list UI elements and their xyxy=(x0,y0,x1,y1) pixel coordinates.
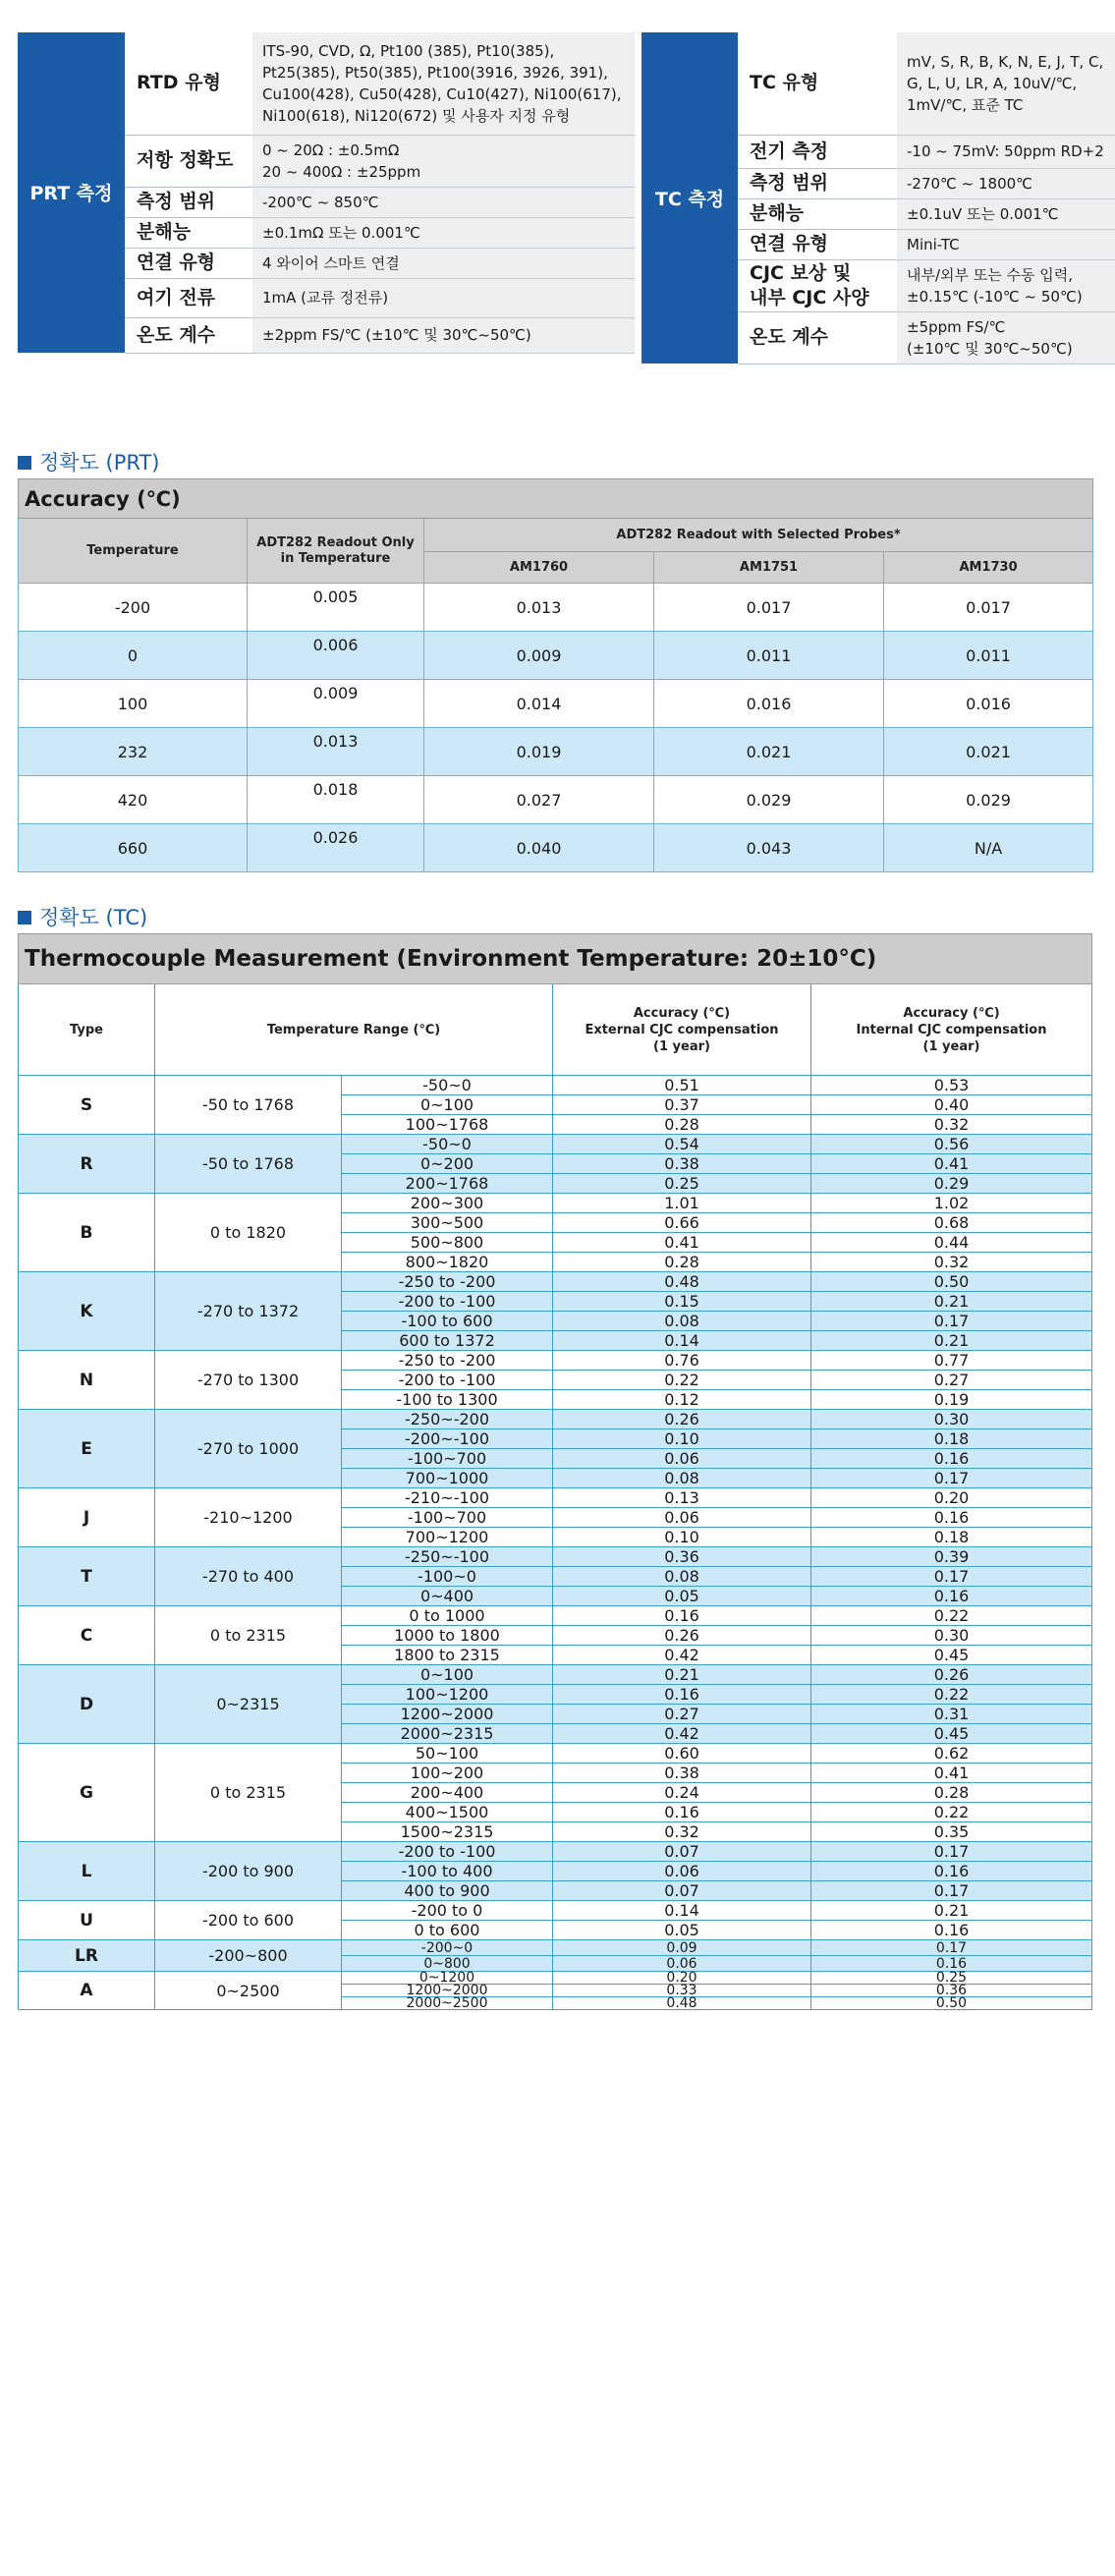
internal-cjc-accuracy: 0.45 xyxy=(811,1646,1092,1665)
external-cjc-accuracy: 0.21 xyxy=(553,1665,811,1685)
sub-range: -100 to 1300 xyxy=(342,1390,553,1410)
spec-value: 1mA (교류 정전류) xyxy=(252,278,635,317)
external-cjc-accuracy: 0.26 xyxy=(553,1626,811,1646)
sub-range: -100~700 xyxy=(342,1449,553,1469)
internal-cjc-accuracy: 0.28 xyxy=(811,1783,1092,1803)
am1760-cell: 0.019 xyxy=(424,728,654,776)
external-cjc-accuracy: 0.36 xyxy=(553,1547,811,1567)
internal-cjc-accuracy: 0.16 xyxy=(811,1921,1092,1940)
external-cjc-accuracy: 0.05 xyxy=(553,1921,811,1940)
sub-range: 400 to 900 xyxy=(342,1881,553,1901)
internal-cjc-accuracy: 0.50 xyxy=(811,1272,1092,1292)
table-row xyxy=(19,1488,1092,1508)
am1730-cell: 0.029 xyxy=(884,776,1093,824)
internal-cjc-accuracy: 0.16 xyxy=(811,1862,1092,1881)
external-cjc-accuracy: 0.76 xyxy=(553,1351,811,1371)
external-cjc-accuracy: 0.27 xyxy=(553,1705,811,1724)
thermocouple-type: D xyxy=(19,1665,155,1744)
sub-range: 200~1768 xyxy=(342,1174,553,1194)
spec-row xyxy=(18,32,635,135)
am1730-cell: 0.021 xyxy=(884,728,1093,776)
sub-range: -100~700 xyxy=(342,1508,553,1528)
table-row xyxy=(19,1665,1092,1685)
temperature-cell: 660 xyxy=(19,824,248,872)
sub-range: 500~800 xyxy=(342,1233,553,1253)
prt-spec-table xyxy=(18,32,635,354)
internal-cjc-accuracy: 0.17 xyxy=(811,1842,1092,1862)
sub-range: 200~300 xyxy=(342,1194,553,1213)
spec-value: -200℃ ~ 850℃ xyxy=(252,187,635,217)
col-type: Type xyxy=(19,984,155,1076)
internal-cjc-accuracy: 0.53 xyxy=(811,1076,1092,1095)
table-row xyxy=(19,1135,1092,1154)
sub-range: 2000~2315 xyxy=(342,1724,553,1744)
sub-range: 700~1000 xyxy=(342,1469,553,1488)
thermocouple-type: J xyxy=(19,1488,155,1547)
prt-accuracy-table xyxy=(18,478,1093,872)
type-range: -50 to 1768 xyxy=(155,1076,342,1135)
sub-range: -200~-100 xyxy=(342,1429,553,1449)
sub-range: 200~400 xyxy=(342,1783,553,1803)
am1751-cell: 0.021 xyxy=(654,728,884,776)
tc-category-label: TC 측정 xyxy=(641,32,738,364)
sub-range: 1200~2000 xyxy=(342,1985,553,1997)
sub-range: 100~200 xyxy=(342,1764,553,1783)
sub-range: 600 to 1372 xyxy=(342,1331,553,1351)
table-row xyxy=(19,584,1093,632)
internal-cjc-accuracy: 0.16 xyxy=(811,1508,1092,1528)
sub-range: -50~0 xyxy=(342,1076,553,1095)
am1751-cell: 0.011 xyxy=(654,632,884,680)
tc-accuracy-table xyxy=(18,933,1092,2010)
table-row xyxy=(19,680,1093,728)
internal-cjc-accuracy: 0.16 xyxy=(811,1956,1092,1972)
table-row xyxy=(19,1901,1092,1921)
external-cjc-accuracy: 0.07 xyxy=(553,1842,811,1862)
spec-row xyxy=(641,32,1115,135)
table-row xyxy=(19,824,1093,872)
col-external-cjc: Accuracy (℃) External CJC compensation (1 year) xyxy=(553,984,811,1076)
sub-range: -200 to -100 xyxy=(342,1292,553,1312)
spec-label: TC 유형 xyxy=(738,32,897,135)
type-range: -270 to 1000 xyxy=(155,1410,342,1488)
spec-value: Mini-TC xyxy=(897,229,1115,259)
sub-range: -250 to -200 xyxy=(342,1351,553,1371)
sub-range: -100 to 400 xyxy=(342,1862,553,1881)
external-cjc-accuracy: 0.06 xyxy=(553,1508,811,1528)
prt-category-label: PRT 측정 xyxy=(18,32,125,353)
type-range: -210~1200 xyxy=(155,1488,342,1547)
sub-range: 1500~2315 xyxy=(342,1822,553,1842)
tc-spec-table xyxy=(641,32,1115,364)
spec-value: mV, S, R, B, K, N, E, J, T, C, G, L, U, LR, A, 10uV/℃, 1mV/℃, 표준 TC xyxy=(897,32,1115,135)
thermocouple-type: B xyxy=(19,1194,155,1272)
am1760-cell: 0.027 xyxy=(424,776,654,824)
internal-cjc-accuracy: 0.16 xyxy=(811,1449,1092,1469)
sub-range: 0~100 xyxy=(342,1095,553,1115)
spec-label: 온도 계수 xyxy=(738,311,897,364)
external-cjc-accuracy: 0.42 xyxy=(553,1724,811,1744)
spec-label: RTD 유형 xyxy=(125,32,252,135)
external-cjc-accuracy: 0.48 xyxy=(553,1272,811,1292)
external-cjc-accuracy: 0.60 xyxy=(553,1744,811,1764)
type-range: -270 to 1372 xyxy=(155,1272,342,1351)
thermocouple-type: N xyxy=(19,1351,155,1410)
spec-label: 온도 계수 xyxy=(125,317,252,353)
internal-cjc-accuracy: 0.27 xyxy=(811,1371,1092,1390)
sub-range: 300~500 xyxy=(342,1213,553,1233)
tc-accuracy-heading: 정확도 (TC) xyxy=(18,902,147,931)
thermocouple-type: A xyxy=(19,1972,155,2010)
internal-cjc-accuracy: 0.18 xyxy=(811,1528,1092,1547)
readout-cell: 0.005 xyxy=(248,584,424,632)
spec-value: ±2ppm FS/℃ (±10℃ 및 30℃~50℃) xyxy=(252,317,635,353)
internal-cjc-accuracy: 0.41 xyxy=(811,1154,1092,1174)
am1730-cell: 0.017 xyxy=(884,584,1093,632)
thermocouple-type: K xyxy=(19,1272,155,1351)
am1760-cell: 0.009 xyxy=(424,632,654,680)
external-cjc-accuracy: 0.05 xyxy=(553,1587,811,1606)
readout-cell: 0.006 xyxy=(248,632,424,680)
external-cjc-accuracy: 0.06 xyxy=(553,1862,811,1881)
spec-label: 전기 측정 xyxy=(738,135,897,168)
sub-range: -200 to 0 xyxy=(342,1901,553,1921)
spec-value: ITS-90, CVD, Ω, Pt100 (385), Pt10(385), Pt25(385), Pt50(385), Pt100(3916, 3926, 391), Cu100(428), Cu50(428), Cu10(427), Ni100(617), Ni100(618), Ni120(672) 및 사용자 지정 유형 xyxy=(252,32,635,135)
spec-label: 저항 정확도 xyxy=(125,135,252,187)
sub-range: -50~0 xyxy=(342,1135,553,1154)
internal-cjc-accuracy: 0.26 xyxy=(811,1665,1092,1685)
table-row xyxy=(19,1076,1092,1095)
spec-value: ±5ppm FS/℃ (±10℃ 및 30℃~50℃) xyxy=(897,311,1115,364)
internal-cjc-accuracy: 0.35 xyxy=(811,1822,1092,1842)
sub-range: 1200~2000 xyxy=(342,1705,553,1724)
sub-range: -200 to -100 xyxy=(342,1842,553,1862)
external-cjc-accuracy: 0.08 xyxy=(553,1469,811,1488)
spec-label: CJC 보상 및 내부 CJC 사양 xyxy=(738,259,897,311)
table-row xyxy=(19,1606,1092,1626)
am1751-cell: 0.017 xyxy=(654,584,884,632)
temperature-cell: 232 xyxy=(19,728,248,776)
internal-cjc-accuracy: 0.31 xyxy=(811,1705,1092,1724)
thermocouple-type: G xyxy=(19,1744,155,1842)
col-internal-cjc: Accuracy (℃) Internal CJC compensation (1 year) xyxy=(811,984,1092,1076)
thermocouple-type: C xyxy=(19,1606,155,1665)
type-range: 0 to 2315 xyxy=(155,1744,342,1842)
external-cjc-accuracy: 0.20 xyxy=(553,1972,811,1985)
spec-value: ±0.1mΩ 또는 0.001℃ xyxy=(252,217,635,248)
internal-cjc-accuracy: 0.20 xyxy=(811,1488,1092,1508)
prt-accuracy-heading: 정확도 (PRT) xyxy=(18,447,159,476)
temperature-cell: 420 xyxy=(19,776,248,824)
external-cjc-accuracy: 0.37 xyxy=(553,1095,811,1115)
col-with-probes: ADT282 Readout with Selected Probes* xyxy=(424,519,1093,552)
spec-value: -270℃ ~ 1800℃ xyxy=(897,168,1115,198)
external-cjc-accuracy: 0.33 xyxy=(553,1985,811,1997)
internal-cjc-accuracy: 0.36 xyxy=(811,1985,1092,1997)
internal-cjc-accuracy: 0.68 xyxy=(811,1213,1092,1233)
spec-label: 측정 범위 xyxy=(125,187,252,217)
sub-range: -250~-200 xyxy=(342,1410,553,1429)
internal-cjc-accuracy: 0.29 xyxy=(811,1174,1092,1194)
sub-range: -200 to -100 xyxy=(342,1371,553,1390)
spec-label: 연결 유형 xyxy=(125,248,252,278)
internal-cjc-accuracy: 0.17 xyxy=(811,1469,1092,1488)
spec-value: 내부/외부 또는 수동 입력, ±0.15℃ (-10℃ ~ 50℃) xyxy=(897,259,1115,311)
sub-range: 0~800 xyxy=(342,1956,553,1972)
internal-cjc-accuracy: 0.21 xyxy=(811,1292,1092,1312)
sub-range: 50~100 xyxy=(342,1744,553,1764)
thermocouple-type: S xyxy=(19,1076,155,1135)
internal-cjc-accuracy: 0.50 xyxy=(811,1997,1092,2010)
table-row xyxy=(19,1744,1092,1764)
am1751-cell: 0.016 xyxy=(654,680,884,728)
internal-cjc-accuracy: 0.17 xyxy=(811,1567,1092,1587)
internal-cjc-accuracy: 0.41 xyxy=(811,1764,1092,1783)
internal-cjc-accuracy: 0.17 xyxy=(811,1940,1092,1956)
internal-cjc-accuracy: 0.45 xyxy=(811,1724,1092,1744)
external-cjc-accuracy: 1.01 xyxy=(553,1194,811,1213)
internal-cjc-accuracy: 0.30 xyxy=(811,1410,1092,1429)
external-cjc-accuracy: 0.41 xyxy=(553,1233,811,1253)
readout-cell: 0.026 xyxy=(248,824,424,872)
internal-cjc-accuracy: 1.02 xyxy=(811,1194,1092,1213)
internal-cjc-accuracy: 0.44 xyxy=(811,1233,1092,1253)
col-temperature-range: Temperature Range (℃) xyxy=(155,984,553,1076)
tc-table-title: Thermocouple Measurement (Environment Temperature: 20±10°C) xyxy=(19,934,1092,984)
table-row xyxy=(19,1940,1092,1956)
external-cjc-accuracy: 0.28 xyxy=(553,1115,811,1135)
sub-range: 0~200 xyxy=(342,1154,553,1174)
type-range: -50 to 1768 xyxy=(155,1135,342,1194)
sub-range: 0 to 1000 xyxy=(342,1606,553,1626)
type-range: 0 to 1820 xyxy=(155,1194,342,1272)
table-row xyxy=(19,1410,1092,1429)
internal-cjc-accuracy: 0.40 xyxy=(811,1095,1092,1115)
sub-range: 400~1500 xyxy=(342,1803,553,1822)
sub-range: -200~0 xyxy=(342,1940,553,1956)
internal-cjc-accuracy: 0.39 xyxy=(811,1547,1092,1567)
thermocouple-type: E xyxy=(19,1410,155,1488)
external-cjc-accuracy: 0.26 xyxy=(553,1410,811,1429)
spec-label: 여기 전류 xyxy=(125,278,252,317)
external-cjc-accuracy: 0.51 xyxy=(553,1076,811,1095)
sub-range: 0~400 xyxy=(342,1587,553,1606)
internal-cjc-accuracy: 0.32 xyxy=(811,1253,1092,1272)
table-row xyxy=(19,1842,1092,1862)
external-cjc-accuracy: 0.24 xyxy=(553,1783,811,1803)
am1730-cell: 0.011 xyxy=(884,632,1093,680)
table-row xyxy=(19,728,1093,776)
internal-cjc-accuracy: 0.32 xyxy=(811,1115,1092,1135)
table-row xyxy=(19,1351,1092,1371)
external-cjc-accuracy: 0.14 xyxy=(553,1901,811,1921)
external-cjc-accuracy: 0.08 xyxy=(553,1567,811,1587)
prt-table-title: Accuracy (℃) xyxy=(19,479,1093,519)
internal-cjc-accuracy: 0.17 xyxy=(811,1881,1092,1901)
type-range: 0 to 2315 xyxy=(155,1606,342,1665)
col-probe-am1760: AM1760 xyxy=(424,552,654,584)
sub-range: -250~-100 xyxy=(342,1547,553,1567)
internal-cjc-accuracy: 0.18 xyxy=(811,1429,1092,1449)
square-bullet-icon xyxy=(18,456,31,470)
sub-range: 0 to 600 xyxy=(342,1921,553,1940)
external-cjc-accuracy: 0.25 xyxy=(553,1174,811,1194)
external-cjc-accuracy: 0.16 xyxy=(553,1685,811,1705)
sub-range: 1000 to 1800 xyxy=(342,1626,553,1646)
external-cjc-accuracy: 0.66 xyxy=(553,1213,811,1233)
col-probe-am1730: AM1730 xyxy=(884,552,1093,584)
col-temperature: Temperature xyxy=(19,519,248,584)
table-row xyxy=(19,1194,1092,1213)
am1730-cell: 0.016 xyxy=(884,680,1093,728)
table-row xyxy=(19,632,1093,680)
external-cjc-accuracy: 0.15 xyxy=(553,1292,811,1312)
thermocouple-type: L xyxy=(19,1842,155,1901)
internal-cjc-accuracy: 0.21 xyxy=(811,1331,1092,1351)
external-cjc-accuracy: 0.06 xyxy=(553,1956,811,1972)
sub-range: 0~1200 xyxy=(342,1972,553,1985)
am1751-cell: 0.029 xyxy=(654,776,884,824)
temperature-cell: 0 xyxy=(19,632,248,680)
internal-cjc-accuracy: 0.22 xyxy=(811,1803,1092,1822)
internal-cjc-accuracy: 0.30 xyxy=(811,1626,1092,1646)
external-cjc-accuracy: 0.06 xyxy=(553,1449,811,1469)
internal-cjc-accuracy: 0.77 xyxy=(811,1351,1092,1371)
am1760-cell: 0.040 xyxy=(424,824,654,872)
table-row xyxy=(19,776,1093,824)
am1730-cell: N/A xyxy=(884,824,1093,872)
internal-cjc-accuracy: 0.16 xyxy=(811,1587,1092,1606)
spec-label: 연결 유형 xyxy=(738,229,897,259)
internal-cjc-accuracy: 0.25 xyxy=(811,1972,1092,1985)
external-cjc-accuracy: 0.54 xyxy=(553,1135,811,1154)
type-range: 0~2315 xyxy=(155,1665,342,1744)
sub-range: 700~1200 xyxy=(342,1528,553,1547)
external-cjc-accuracy: 0.42 xyxy=(553,1646,811,1665)
table-row xyxy=(19,1272,1092,1292)
internal-cjc-accuracy: 0.19 xyxy=(811,1390,1092,1410)
sub-range: 2000~2500 xyxy=(342,1997,553,2010)
sub-range: -210~-100 xyxy=(342,1488,553,1508)
type-range: -200~800 xyxy=(155,1940,342,1972)
sub-range: 0~100 xyxy=(342,1665,553,1685)
external-cjc-accuracy: 0.10 xyxy=(553,1429,811,1449)
readout-cell: 0.009 xyxy=(248,680,424,728)
am1760-cell: 0.014 xyxy=(424,680,654,728)
spec-label: 측정 범위 xyxy=(738,168,897,198)
thermocouple-type: T xyxy=(19,1547,155,1606)
external-cjc-accuracy: 0.28 xyxy=(553,1253,811,1272)
external-cjc-accuracy: 0.07 xyxy=(553,1881,811,1901)
internal-cjc-accuracy: 0.17 xyxy=(811,1312,1092,1331)
col-probe-am1751: AM1751 xyxy=(654,552,884,584)
table-row xyxy=(19,1547,1092,1567)
table-row xyxy=(19,1972,1092,1985)
external-cjc-accuracy: 0.08 xyxy=(553,1312,811,1331)
readout-cell: 0.018 xyxy=(248,776,424,824)
sub-range: 1800 to 2315 xyxy=(342,1646,553,1665)
readout-cell: 0.013 xyxy=(248,728,424,776)
type-range: -200 to 600 xyxy=(155,1901,342,1940)
external-cjc-accuracy: 0.16 xyxy=(553,1606,811,1626)
external-cjc-accuracy: 0.32 xyxy=(553,1822,811,1842)
thermocouple-type: LR xyxy=(19,1940,155,1972)
spec-value: -10 ~ 75mV: 50ppm RD+2 xyxy=(897,135,1115,168)
am1760-cell: 0.013 xyxy=(424,584,654,632)
internal-cjc-accuracy: 0.21 xyxy=(811,1901,1092,1921)
square-bullet-icon xyxy=(18,911,31,924)
thermocouple-type: U xyxy=(19,1901,155,1940)
spec-value: 4 와이어 스마트 연결 xyxy=(252,248,635,278)
internal-cjc-accuracy: 0.22 xyxy=(811,1606,1092,1626)
sub-range: 800~1820 xyxy=(342,1253,553,1272)
sub-range: -100~0 xyxy=(342,1567,553,1587)
spec-label: 분해능 xyxy=(738,198,897,229)
spec-label: 분해능 xyxy=(125,217,252,248)
internal-cjc-accuracy: 0.62 xyxy=(811,1744,1092,1764)
spec-value: 0 ~ 20Ω : ±0.5mΩ 20 ~ 400Ω : ±25ppm xyxy=(252,135,635,187)
external-cjc-accuracy: 0.14 xyxy=(553,1331,811,1351)
internal-cjc-accuracy: 0.22 xyxy=(811,1685,1092,1705)
external-cjc-accuracy: 0.48 xyxy=(553,1997,811,2010)
temperature-cell: -200 xyxy=(19,584,248,632)
temperature-cell: 100 xyxy=(19,680,248,728)
external-cjc-accuracy: 0.38 xyxy=(553,1764,811,1783)
sub-range: 100~1768 xyxy=(342,1115,553,1135)
type-range: -270 to 400 xyxy=(155,1547,342,1606)
col-readout-only: ADT282 Readout Only in Temperature xyxy=(248,519,424,584)
external-cjc-accuracy: 0.10 xyxy=(553,1528,811,1547)
internal-cjc-accuracy: 0.56 xyxy=(811,1135,1092,1154)
external-cjc-accuracy: 0.38 xyxy=(553,1154,811,1174)
external-cjc-accuracy: 0.09 xyxy=(553,1940,811,1956)
external-cjc-accuracy: 0.22 xyxy=(553,1371,811,1390)
sub-range: -100 to 600 xyxy=(342,1312,553,1331)
type-range: 0~2500 xyxy=(155,1972,342,2010)
external-cjc-accuracy: 0.12 xyxy=(553,1390,811,1410)
am1751-cell: 0.043 xyxy=(654,824,884,872)
external-cjc-accuracy: 0.16 xyxy=(553,1803,811,1822)
spec-value: ±0.1uV 또는 0.001℃ xyxy=(897,198,1115,229)
sub-range: -250 to -200 xyxy=(342,1272,553,1292)
type-range: -200 to 900 xyxy=(155,1842,342,1901)
sub-range: 100~1200 xyxy=(342,1685,553,1705)
type-range: -270 to 1300 xyxy=(155,1351,342,1410)
external-cjc-accuracy: 0.13 xyxy=(553,1488,811,1508)
thermocouple-type: R xyxy=(19,1135,155,1194)
